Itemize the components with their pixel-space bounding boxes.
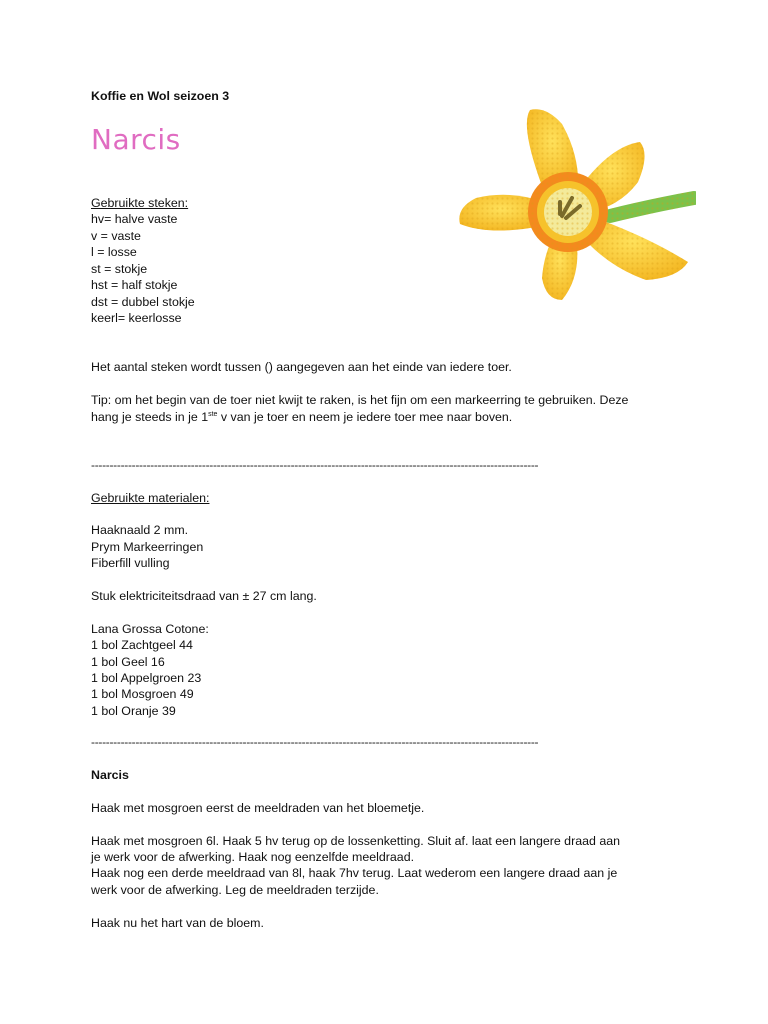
stitch-item: hst = half stokje: [91, 278, 178, 292]
yarn-item: 1 bol Geel 16: [91, 655, 165, 669]
yarn-item: 1 bol Mosgroen 49: [91, 687, 194, 701]
pattern-line: je werk voor de afwerking. Haak nog eenzelfde meeldraad.: [91, 850, 415, 864]
stitch-item: st = stokje: [91, 262, 148, 276]
pattern-heading: Narcis: [91, 768, 129, 782]
yarn-item: 1 bol Oranje 39: [91, 704, 176, 718]
tip-line-2: hang je steeds in je 1ste v van je toer en neem je iedere toer mee naar boven.: [91, 410, 513, 424]
stitch-item: dst = dubbel stokje: [91, 295, 195, 309]
yarn-item: 1 bol Appelgroen 23: [91, 671, 202, 685]
pattern-line: Haak nog een derde meeldraad van 8l, haak 7hv terug. Laat wederom een langere draad aan je: [91, 866, 618, 880]
series-heading: Koffie en Wol seizoen 3: [91, 89, 230, 103]
stitch-item: hv= halve vaste: [91, 212, 178, 226]
pattern-line: Haak met mosgroen 6l. Haak 5 hv terug op de lossenketting. Sluit af. laat een langere draad aan: [91, 834, 620, 848]
material-item: Haaknaald 2 mm.: [91, 523, 189, 537]
pattern-paragraph: Haak nu het hart van de bloem.: [91, 916, 264, 930]
materials-heading: Gebruikte materialen:: [91, 491, 210, 505]
count-note: Het aantal steken wordt tussen () aangegeven aan het einde van iedere toer.: [91, 360, 512, 374]
daffodil-illustration: [450, 86, 696, 316]
tip-line-1: Tip: om het begin van de toer niet kwijt te raken, is het fijn om een markeerring te gebruiken. Deze: [91, 393, 629, 407]
stitch-item: v = vaste: [91, 229, 141, 243]
yarn-item: 1 bol Zachtgeel 44: [91, 638, 193, 652]
divider: -------------------------------------------------------------------------------------------------------------------------: [91, 735, 539, 749]
material-item: Fiberfill vulling: [91, 556, 170, 570]
material-item: Prym Markeerringen: [91, 540, 204, 554]
ordinal-superscript: ste: [208, 410, 218, 418]
stitches-heading: Gebruikte steken:: [91, 196, 189, 210]
divider: -------------------------------------------------------------------------------------------------------------------------: [91, 458, 539, 472]
stitch-item: keerl= keerlosse: [91, 311, 182, 325]
stitch-item: l = losse: [91, 245, 137, 259]
page-title: Narcis: [91, 123, 181, 156]
pattern-paragraph: Haak met mosgroen eerst de meeldraden van het bloemetje.: [91, 801, 425, 815]
yarn-brand: Lana Grossa Cotone:: [91, 622, 209, 636]
pattern-line: werk voor de afwerking. Leg de meeldraden terzijde.: [91, 883, 379, 897]
wire-note: Stuk elektriciteitsdraad van ± 27 cm lang.: [91, 589, 317, 603]
